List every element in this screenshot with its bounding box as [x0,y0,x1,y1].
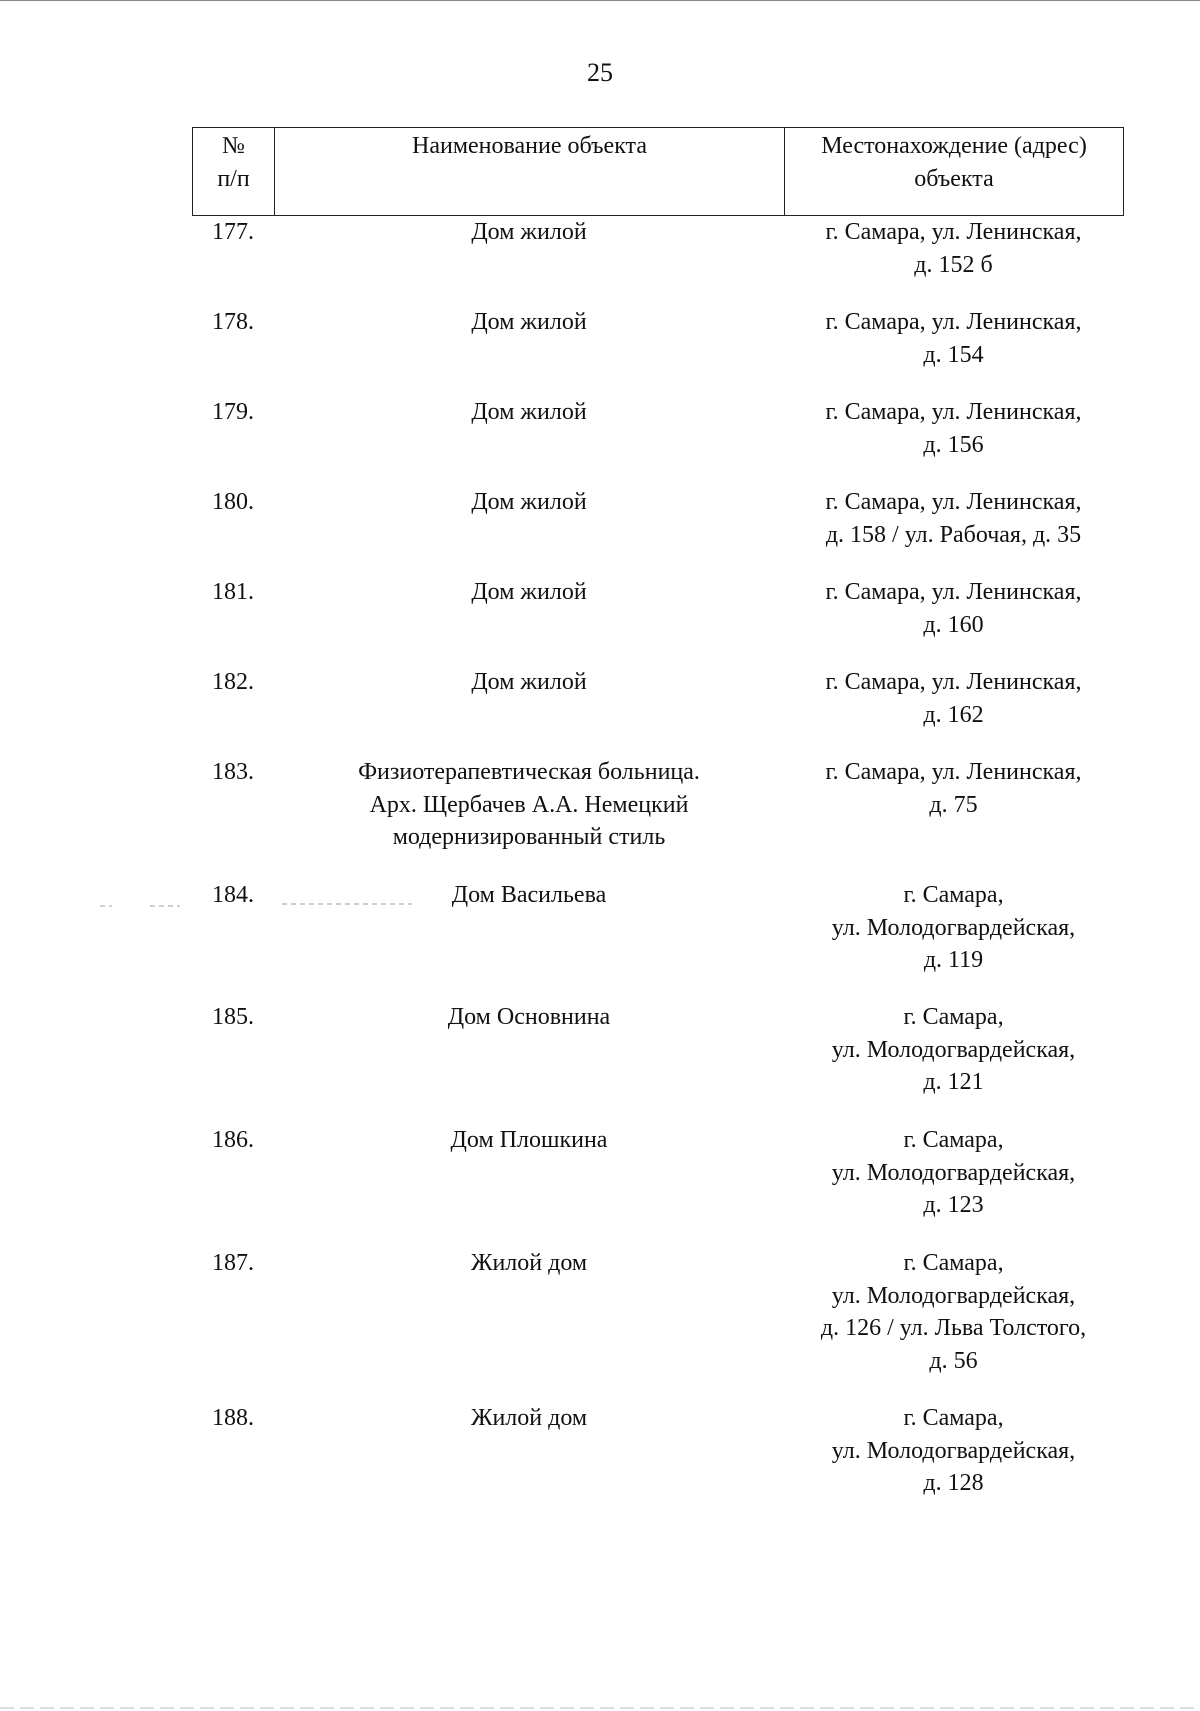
object-name-line: Физиотерапевтическая больница. [358,759,700,785]
scan-smudge [100,905,112,907]
row-number: 178. [212,309,254,335]
scan-smudge [282,903,412,905]
object-address [784,306,1123,371]
object-name [274,879,784,912]
object-address-line: д. 160 [923,611,984,638]
object-address-line: д. 75 [929,791,978,818]
object-address-line: г. Самара, ул. Ленинская, [825,309,1082,335]
object-name-line: модернизированный стиль [392,824,666,850]
header-name-line: Наименование объекта [412,133,647,159]
object-name [274,216,784,249]
object-name-line: Дом Основнина [447,1004,611,1030]
object-name [274,486,784,519]
row-number: 179. [212,399,254,425]
object-address-line: д. 156 [923,431,984,458]
object-address-line: г. Самара, ул. Ленинская, [825,489,1082,515]
scan-top-edge [0,0,1200,3]
object-address-line: д. 121 [923,1069,984,1095]
header-name [275,128,785,216]
row-number: 184. [212,882,254,908]
table-row [192,1402,1123,1500]
object-name [274,756,784,854]
object-address-line: д. 162 [923,701,984,728]
object-address-line: г. Самара, [903,1004,1004,1030]
header-address [785,128,1124,216]
object-name-line: Дом жилой [471,489,587,515]
table-row [192,486,1123,551]
object-address-line: г. Самара, ул. Ленинская, [825,579,1082,605]
row-number: 185. [212,1004,254,1030]
object-name [274,1001,784,1034]
object-address-line: г. Самара, [903,1250,1004,1276]
object-address-line: ул. Молодогвардейская, [831,1159,1076,1186]
scan-smudge [150,905,180,907]
object-address-line: г. Самара, [903,1405,1004,1431]
object-address [784,1124,1123,1222]
object-name-line: Дом жилой [471,399,587,425]
row-number: 183. [212,759,254,785]
object-name-line: Дом жилой [471,219,587,245]
object-address-line: д. 119 [923,947,984,973]
object-address-line: г. Самара, [903,882,1004,908]
row-number: 177. [212,219,254,245]
table-row [192,666,1123,731]
object-name-line: Дом Васильева [451,882,607,908]
object-address-line: ул. Молодогвардейская, [831,1282,1076,1309]
table-row [192,879,1123,977]
object-address-line: д. 158 / ул. Рабочая, д. 35 [825,521,1082,548]
object-address-line: д. 152 б [914,251,993,278]
object-name-line: Жилой дом [470,1405,588,1431]
object-address [784,216,1123,281]
header-number-line: № [222,133,245,159]
object-address-line: г. Самара, ул. Ленинская, [825,759,1082,785]
page-number: 25 [587,58,613,87]
header-row [193,128,1124,216]
object-name [274,576,784,609]
row-number: 181. [212,579,254,605]
scan-bottom-edge [0,1707,1200,1709]
object-address [784,756,1123,821]
object-address [784,1001,1123,1099]
object-address-line: д. 154 [923,341,984,368]
object-address [784,1247,1123,1377]
object-address-line: д. 56 [929,1347,978,1374]
object-name [274,1247,784,1280]
object-address [784,879,1123,977]
object-name [274,666,784,699]
row-number: 180. [212,489,254,515]
table-row [192,396,1123,461]
row-number: 186. [212,1127,254,1153]
table-row [192,1124,1123,1222]
table-row [192,306,1123,371]
table-row [192,1001,1123,1099]
object-name [274,306,784,339]
object-address-line: г. Самара, ул. Ленинская, [825,399,1082,425]
header-address-line: объекта [914,166,994,192]
object-address [784,486,1123,551]
object-address-line: г. Самара, ул. Ленинская, [825,669,1082,695]
table-header [192,127,1124,216]
row-number: 187. [212,1250,254,1276]
object-name [274,396,784,429]
object-address [784,666,1123,731]
object-name-line: Дом жилой [471,579,587,605]
object-address-line: ул. Молодогвардейская, [831,1036,1076,1063]
object-name [274,1124,784,1157]
object-name-line: Дом Плошкина [450,1127,608,1153]
row-number: 182. [212,669,254,695]
header-number-line: п/п [217,166,250,192]
table-row [192,216,1123,281]
object-address-line: д. 128 [923,1470,984,1496]
object-address-line: ул. Молодогвардейская, [831,1437,1076,1464]
object-name-line: Дом жилой [471,309,587,335]
row-number: 188. [212,1405,254,1431]
header-address-line: Местонахождение (адрес) [821,133,1087,159]
table-row [192,1247,1123,1377]
object-name-line: Дом жилой [471,669,587,695]
table-row [192,576,1123,641]
object-address [784,1402,1123,1500]
object-address [784,396,1123,461]
table-row [192,756,1123,854]
object-address [784,576,1123,641]
object-name-line: Арх. Щербачев А.А. Немецкий [369,791,689,818]
object-name-line: Жилой дом [470,1250,588,1276]
header-number [193,128,275,216]
object-address-line: ул. Молодогвардейская, [831,914,1076,941]
object-address-line: г. Самара, ул. Ленинская, [825,219,1082,245]
object-address-line: г. Самара, [903,1127,1004,1153]
object-address-line: д. 123 [923,1192,984,1218]
object-name [274,1402,784,1435]
object-address-line: д. 126 / ул. Льва Толстого, [820,1315,1087,1341]
